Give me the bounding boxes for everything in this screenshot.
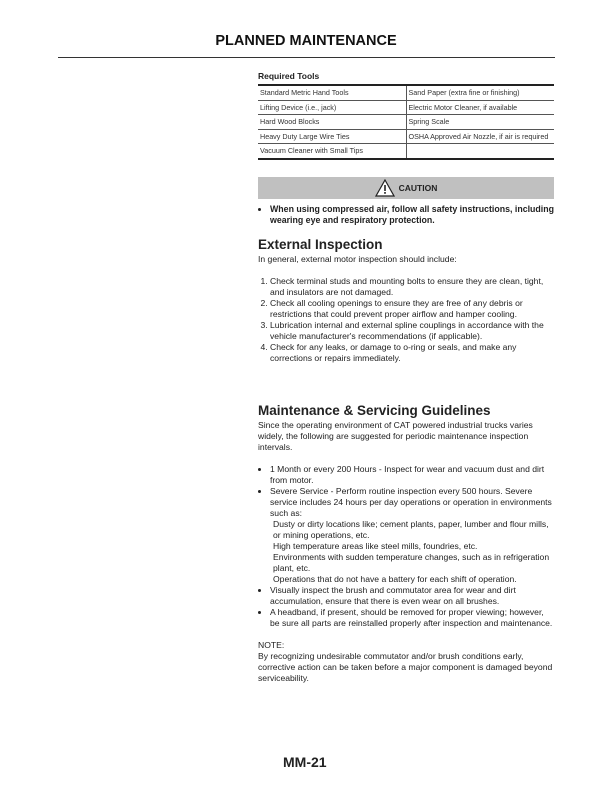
tools-table — [258, 84, 554, 160]
external-inspection — [258, 239, 554, 364]
table-cell: Spring Scale — [406, 115, 554, 130]
header-rule — [58, 57, 555, 58]
note-text: By recognizing undesirable commutator and/or brush conditions early, corrective action can be taken before a major component is damaged beyond serviceability. — [258, 651, 553, 683]
table-cell: Heavy Duty Large Wire Ties — [258, 129, 406, 144]
page-number: MM-21 — [283, 754, 327, 770]
caution-text: • When using compressed air, follow all safety instructions, including wearing eye and respiratory protection. — [270, 204, 554, 226]
table-row — [258, 115, 554, 130]
bullet: • Visually inspect the brush and commutator area for wear and dirt accumulation, ensure that there is even wear on all brushes. — [270, 585, 554, 607]
caution-bar — [258, 177, 554, 199]
list-item: 4. Check for any leaks, or damage to o-ring or seals, and make any corrections or repairs immediately. — [270, 342, 554, 364]
maint-heading: Maintenance & Servicing Guidelines — [258, 403, 491, 418]
table-cell: Hard Wood Blocks — [258, 115, 406, 130]
caution-block — [258, 177, 554, 226]
table-cell — [406, 144, 554, 159]
external-heading: External Inspection — [258, 237, 383, 252]
table-cell: Vacuum Cleaner with Small Tips — [258, 144, 406, 159]
list-item: 1. Check terminal studs and mounting bolts to ensure they are clean, tight, and insulators are not damaged. — [270, 276, 554, 298]
bullet: • 1 Month or every 200 Hours - Inspect for wear and vacuum dust and dirt from motor. — [270, 464, 554, 486]
caution-label: CAUTION — [398, 183, 438, 193]
required-tools — [258, 71, 554, 160]
page-title: PLANNED MAINTENANCE — [215, 33, 397, 49]
note-label: NOTE: — [258, 640, 285, 650]
table-cell: Standard Metric Hand Tools — [258, 85, 406, 100]
table-row — [258, 144, 554, 159]
sub-item: High temperature areas like steel mills, foundries, etc. — [273, 541, 478, 551]
table-row — [258, 129, 554, 144]
table-cell: Lifting Device (i.e., jack) — [258, 100, 406, 115]
sub-item: Operations that do not have a battery for each shift of operation. — [273, 574, 517, 584]
table-cell: OSHA Approved Air Nozzle, if air is required — [406, 129, 554, 144]
table-row — [258, 85, 554, 100]
maint-intro: Since the operating environment of CAT powered industrial trucks varies widely, the following are suggested for periodic maintenance inspection intervals. — [258, 420, 533, 452]
table-cell: Sand Paper (extra fine or finishing) — [406, 85, 554, 100]
table-cell: Electric Motor Cleaner, if available — [406, 100, 554, 115]
sub-item: Environments with sudden temperature changes, such as in refrigeration plant, etc. — [273, 552, 550, 573]
list-item: 2. Check all cooling openings to ensure they are free of any debris or restrictions that could prevent proper airflow and hamper cooling. — [270, 298, 554, 320]
maintenance-guidelines — [258, 405, 554, 684]
sub-item: Dusty or dirty locations like; cement plants, paper, lumber and flour mills, or mining operations, etc. — [273, 519, 549, 540]
warning-icon — [375, 179, 395, 197]
bullet: • A headband, if present, should be removed for proper viewing; however, be sure all parts are reinstalled properly after inspection and maintenance. — [270, 607, 554, 629]
list-item: 3. Lubrication internal and external spline couplings in accordance with the vehicle manufacturer's recommendations (if applicable). — [270, 320, 554, 342]
tools-heading: Required Tools — [258, 71, 320, 81]
table-row — [258, 100, 554, 115]
external-intro: In general, external motor inspection should include: — [258, 254, 457, 264]
bullet: Severe Service - Perform routine inspection every 500 hours. Severe service includes 24 hours per day operations or operation in environments such as: — [270, 486, 552, 518]
